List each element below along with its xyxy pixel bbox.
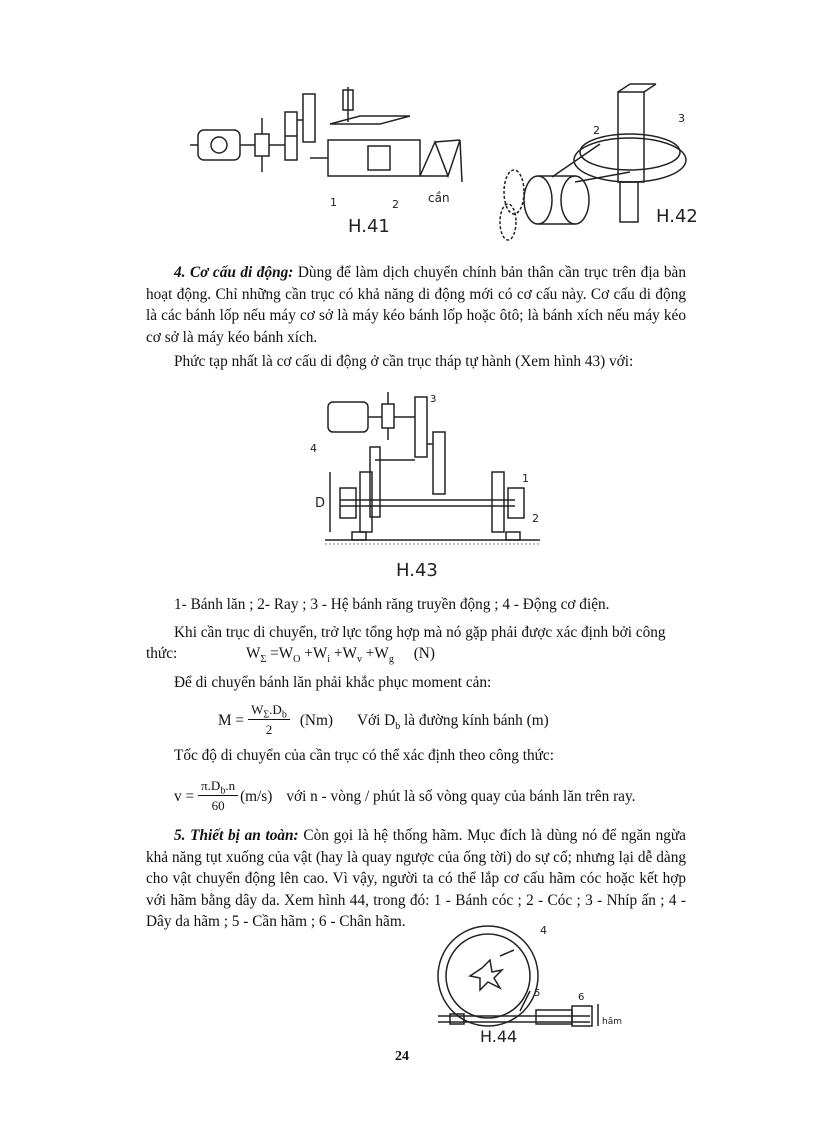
h41-label-1: 1 [330, 196, 337, 209]
h42-label-3: 3 [678, 112, 685, 125]
h43-label-3: 3 [430, 394, 437, 405]
formula-m [218, 698, 549, 742]
h44-title: H.44 [480, 1027, 518, 1046]
h42-title: H.42 [656, 206, 698, 227]
h43-label-2: 2 [532, 512, 539, 525]
section4-paragraph [146, 262, 686, 348]
section5-text: Còn gọi là hệ thống hãm. Mục đích là dùng nó để ngăn ngừa khả năng tụt xuống của vật (hay là quay ngược của ống tời) do sự cố; nhưng lại dễ dàng cho vật chuyển động lên cao. Vì vậy, người ta có thể lắp cơ cấu hãm cóc hoặc kết hợp với hãm bằng dây da. Xem hình 44, trong đó: 1 - Bánh cóc ; 2 - Cóc ; 3 - Nhíp ấn ; 4 - Dây da hãm ; 5 - Cần hãm ; 6 - Chân hãm. [146, 827, 686, 931]
m-num-sub2: b [281, 709, 287, 721]
h42-label-2: 2 [593, 124, 600, 137]
m-lhs: M = [218, 711, 245, 729]
w-unit: (N) [413, 645, 435, 662]
h43-label-1: 1 [522, 472, 529, 485]
m-num-sub: Σ [263, 709, 270, 721]
m-note-sub: b [395, 720, 401, 732]
v-note: với n - vòng / phút là số vòng quay của bánh lăn trên ray. [286, 787, 636, 805]
w-o-sub: O [293, 654, 301, 666]
figure-h41 [180, 82, 470, 247]
w-i-sub: i [327, 654, 331, 666]
m-den: 2 [265, 722, 273, 737]
v-num-sub: b [220, 785, 226, 797]
formula-v [174, 774, 635, 818]
speed-line: Tốc độ di chuyển của cần trục có thể xác định theo công thức: [174, 747, 554, 764]
h44-label-5: 5 [534, 988, 541, 999]
h43-label-d: D [315, 496, 326, 511]
h44-label-6: 6 [578, 992, 585, 1003]
h41-title: H.41 [348, 216, 390, 237]
h43-title: H.43 [396, 560, 438, 581]
m-num: W [251, 702, 264, 717]
m-note-post: là đường kính bánh (m) [400, 711, 549, 729]
w-lhs: W [246, 645, 261, 662]
w-lhs-sub: Σ [260, 654, 267, 666]
w-t3: +W [330, 645, 357, 662]
w-v-sub: v [356, 654, 362, 666]
section4-heading: 4. Cơ cấu di động: [174, 264, 294, 281]
v-unit: (m/s) [240, 787, 273, 805]
w-t4: +W [361, 645, 389, 662]
formula-w [246, 643, 435, 664]
moment-line: Để di chuyển bánh lăn phải khắc phục moment cản: [174, 674, 492, 691]
w-t2: +W [300, 645, 328, 662]
m-note-pre: Với D [356, 711, 396, 729]
section4-text: Dùng để làm dịch chuyển chính bản thân cần trục trên địa bàn hoạt động. Chỉ những cần trục có khả năng di động mới có cơ cấu này. Cơ cấu di động là các bánh lốp nếu máy cơ sở là máy kéo bánh lốp hoặc ôtô; là bánh xích nếu máy kéo cơ sở là máy kéo bánh xích. [146, 264, 686, 346]
m-unit: (Nm) [299, 711, 333, 729]
section5-heading: 5. Thiết bị an toàn: [174, 827, 299, 844]
v-lhs: v = [174, 787, 195, 805]
h41-label-2: 2 [392, 198, 399, 211]
v-fraction [198, 778, 238, 814]
h44-label-4: 4 [540, 924, 547, 937]
v-num: π.D [201, 778, 221, 793]
m-fraction [248, 702, 290, 738]
legend-h43: 1- Bánh lăn ; 2- Ray ; 3 - Hệ bánh răng truyền động ; 4 - Động cơ điện. [174, 596, 610, 613]
h41-label-can: cần [428, 191, 450, 205]
m-num-rest: .D [269, 702, 282, 717]
formula-label: thức: [146, 645, 178, 662]
figure-h44 [430, 916, 630, 1046]
h44-label-ham: hãm [602, 1017, 622, 1027]
figure-h42 [480, 82, 710, 252]
figure-h43 [300, 392, 550, 582]
complex-line: Phức tạp nhất là cơ cấu di động ở cần trục tháp tự hành (Xem hình 43) với: [174, 353, 634, 370]
page-number: 24 [395, 1049, 409, 1064]
resistance-line: Khi cần trục di chuyển, trở lực tổng hợp mà nó gặp phải được xác định bởi công [174, 624, 666, 641]
w-g-sub: g [388, 654, 394, 666]
v-den: 60 [211, 798, 225, 813]
h43-label-4: 4 [310, 442, 317, 455]
w-eq: =W [266, 645, 294, 662]
v-num-rest: .n [225, 778, 236, 793]
